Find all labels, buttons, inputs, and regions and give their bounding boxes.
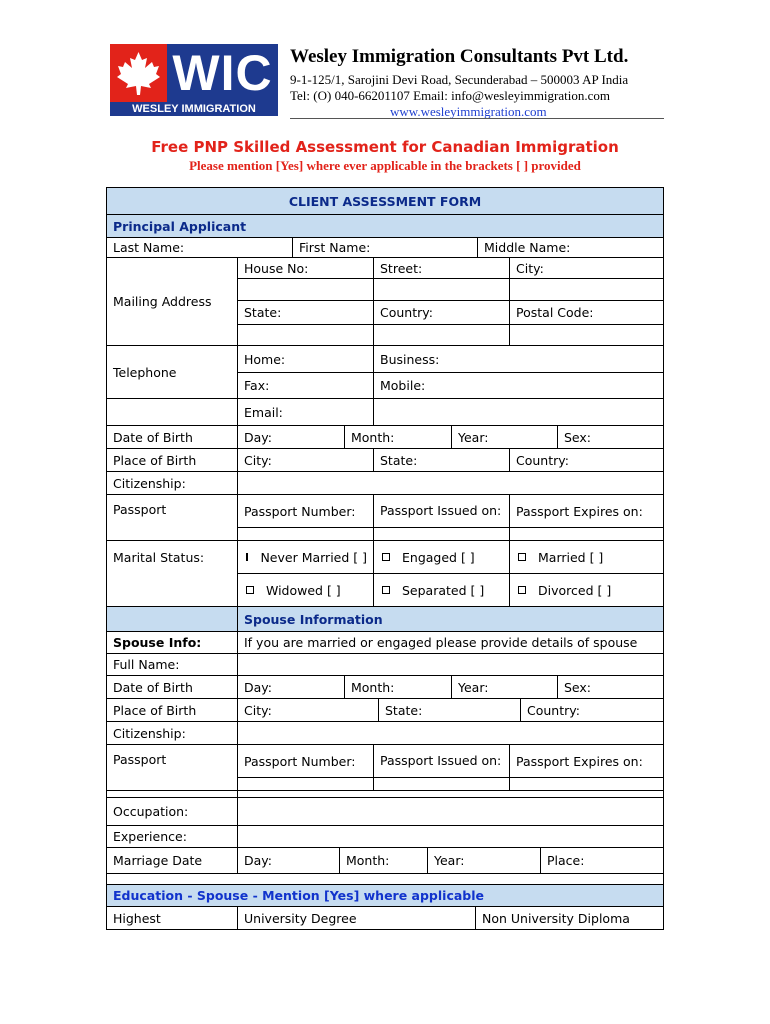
marriage-day-field[interactable]: Day: xyxy=(238,848,340,874)
email-field[interactable]: Email: xyxy=(238,399,374,426)
sex-field[interactable]: Sex: xyxy=(558,426,663,449)
never-married-label: Never Married [ ] xyxy=(260,549,367,565)
form-heading: CLIENT ASSESSMENT FORM xyxy=(107,188,663,215)
spouse-passport-expires-input[interactable] xyxy=(510,778,663,791)
email-input[interactable] xyxy=(374,399,663,426)
marriage-date-label: Marriage Date xyxy=(107,848,238,874)
section-education-spouse: Education - Spouse - Mention [Yes] where applicable xyxy=(107,885,663,907)
spouse-dob-year-field[interactable]: Year: xyxy=(452,676,558,699)
passport-label-text: Passport xyxy=(113,502,167,517)
dob-year-field[interactable]: Year: xyxy=(452,426,558,449)
dob-label: Date of Birth xyxy=(107,426,238,449)
page-title: Free PNP Skilled Assessment for Canadian Immigration xyxy=(151,138,619,156)
company-website-link[interactable]: www.wesleyimmigration.com xyxy=(390,104,547,119)
spouse-full-name-label: Full Name: xyxy=(107,654,238,676)
never-married-option[interactable] xyxy=(238,541,374,574)
separated-label: Separated [ ] xyxy=(402,582,485,598)
postal-code-field[interactable]: Postal Code: xyxy=(510,301,663,325)
checkbox-icon[interactable] xyxy=(382,553,390,561)
house-no-input[interactable] xyxy=(238,279,374,301)
married-option[interactable] xyxy=(510,541,663,574)
spouse-info-label: Spouse Info: xyxy=(107,632,238,654)
mobile-field[interactable]: Mobile: xyxy=(374,373,663,399)
email-spacer xyxy=(107,399,238,426)
state-input[interactable] xyxy=(238,325,374,346)
spouse-occupation-label: Occupation: xyxy=(107,798,238,826)
passport-issued-input[interactable] xyxy=(374,528,510,541)
pob-country-field[interactable]: Country: xyxy=(510,449,663,472)
state-field[interactable]: State: xyxy=(238,301,374,325)
spouse-sex-field[interactable]: Sex: xyxy=(558,676,663,699)
spouse-pob-state-field[interactable]: State: xyxy=(379,699,521,722)
page-subtitle: Please mention [Yes] where ever applicable in the brackets [ ] provided xyxy=(189,158,581,173)
spouse-citizenship-input[interactable] xyxy=(238,722,663,745)
home-phone-field[interactable]: Home: xyxy=(238,346,374,373)
spouse-dob-day-field[interactable]: Day: xyxy=(238,676,345,699)
citizenship-label: Citizenship: xyxy=(107,472,238,495)
checkbox-icon[interactable] xyxy=(246,586,254,594)
non-university-diploma-field[interactable]: Non University Diploma xyxy=(482,910,630,926)
country-field[interactable]: Country: xyxy=(374,301,510,325)
spouse-spacer-right xyxy=(238,791,663,798)
section-spouse-information: Spouse Information xyxy=(238,607,663,632)
spouse-pob-label: Place of Birth xyxy=(107,699,238,722)
checkbox-icon[interactable] xyxy=(518,586,526,594)
married-label: Married [ ] xyxy=(538,549,604,565)
spouse-info-text: If you are married or engaged please provide details of spouse xyxy=(238,632,663,654)
city-input[interactable] xyxy=(510,279,663,301)
spouse-passport-number-field[interactable]: Passport Number: xyxy=(238,745,374,778)
spouse-passport-issued-input[interactable] xyxy=(374,778,510,791)
dob-day-field[interactable]: Day: xyxy=(238,426,345,449)
checkbox-icon[interactable] xyxy=(246,553,248,561)
spouse-experience-label: Experience: xyxy=(107,826,238,848)
spouse-passport-issued-field[interactable]: Passport Issued on: xyxy=(374,745,510,778)
company-address: 9-1-125/1, Sarojini Devi Road, Secunderabad – 500003 AP India xyxy=(290,72,629,87)
marital-status-label xyxy=(107,541,238,607)
divorced-option[interactable] xyxy=(510,574,663,607)
marriage-month-field[interactable]: Month: xyxy=(340,848,428,874)
spouse-experience-input[interactable] xyxy=(238,826,663,848)
telephone-label: Telephone xyxy=(107,346,238,399)
passport-expires-input[interactable] xyxy=(510,528,663,541)
spouse-full-name-input[interactable] xyxy=(238,654,663,676)
street-input[interactable] xyxy=(374,279,510,301)
spouse-header-spacer xyxy=(107,607,238,632)
highest-education-label: Highest xyxy=(107,907,238,929)
passport-label xyxy=(107,495,238,541)
passport-number-input[interactable] xyxy=(238,528,374,541)
pob-label: Place of Birth xyxy=(107,449,238,472)
passport-number-field[interactable]: Passport Number: xyxy=(238,495,374,528)
street-field[interactable]: Street: xyxy=(374,258,510,279)
dob-month-field[interactable]: Month: xyxy=(345,426,452,449)
first-name-field[interactable]: First Name: xyxy=(293,238,478,258)
spouse-passport-label xyxy=(107,745,238,791)
citizenship-input[interactable] xyxy=(238,472,663,495)
passport-expires-field[interactable]: Passport Expires on: xyxy=(510,495,663,528)
fax-field[interactable]: Fax: xyxy=(238,373,374,399)
client-assessment-form xyxy=(106,187,664,930)
company-contact: Tel: (O) 040-66201107 Email: info@wesleyimmigration.com xyxy=(290,88,610,103)
education-gap xyxy=(107,874,663,885)
postal-code-input[interactable] xyxy=(510,325,663,346)
spouse-citizenship-label: Citizenship: xyxy=(107,722,238,745)
marriage-year-field[interactable]: Year: xyxy=(428,848,541,874)
company-logo xyxy=(110,44,278,129)
widowed-option[interactable] xyxy=(238,574,374,607)
house-no-field[interactable]: House No: xyxy=(238,258,374,279)
spouse-spacer xyxy=(107,791,238,798)
spouse-passport-expires-field[interactable]: Passport Expires on: xyxy=(510,745,663,778)
pob-city-field[interactable]: City: xyxy=(238,449,374,472)
pob-state-field[interactable]: State: xyxy=(374,449,510,472)
city-field[interactable]: City: xyxy=(510,258,663,279)
spouse-dob-label: Date of Birth xyxy=(107,676,238,699)
checkbox-icon[interactable] xyxy=(518,553,526,561)
country-input[interactable] xyxy=(374,325,510,346)
widowed-label: Widowed [ ] xyxy=(266,582,341,598)
spouse-passport-number-input[interactable] xyxy=(238,778,374,791)
engaged-label: Engaged [ ] xyxy=(402,549,475,565)
engaged-option[interactable] xyxy=(374,541,510,574)
logo-wordmark: WIC xyxy=(167,44,278,102)
spouse-passport-label-text: Passport xyxy=(113,752,167,767)
maple-leaf-icon xyxy=(110,44,167,102)
divorced-label: Divorced [ ] xyxy=(538,582,612,598)
last-name-field[interactable]: Last Name: xyxy=(107,238,293,258)
university-degree-field[interactable]: University Degree xyxy=(238,907,476,929)
section-principal-applicant: Principal Applicant xyxy=(107,215,663,238)
marital-status-text: Marital Status: xyxy=(113,550,205,565)
mailing-address-label: Mailing Address xyxy=(107,258,238,346)
logo-subtitle: WESLEY IMMIGRATION CONSULTANTS xyxy=(110,102,278,116)
header-divider xyxy=(290,118,664,119)
spouse-pob-country-field[interactable]: Country: xyxy=(521,699,663,722)
marriage-place-field[interactable]: Place: xyxy=(541,848,663,874)
middle-name-field[interactable]: Middle Name: xyxy=(478,238,663,258)
spouse-dob-month-field[interactable]: Month: xyxy=(345,676,452,699)
company-name: Wesley Immigration Consultants Pvt Ltd. xyxy=(290,46,629,67)
separated-option[interactable] xyxy=(374,574,510,607)
spouse-pob-city-field[interactable]: City: xyxy=(238,699,379,722)
checkbox-icon[interactable] xyxy=(382,586,390,594)
passport-issued-field[interactable]: Passport Issued on: xyxy=(374,495,510,528)
business-phone-field[interactable]: Business: xyxy=(374,346,663,373)
spouse-occupation-input[interactable] xyxy=(238,798,663,826)
